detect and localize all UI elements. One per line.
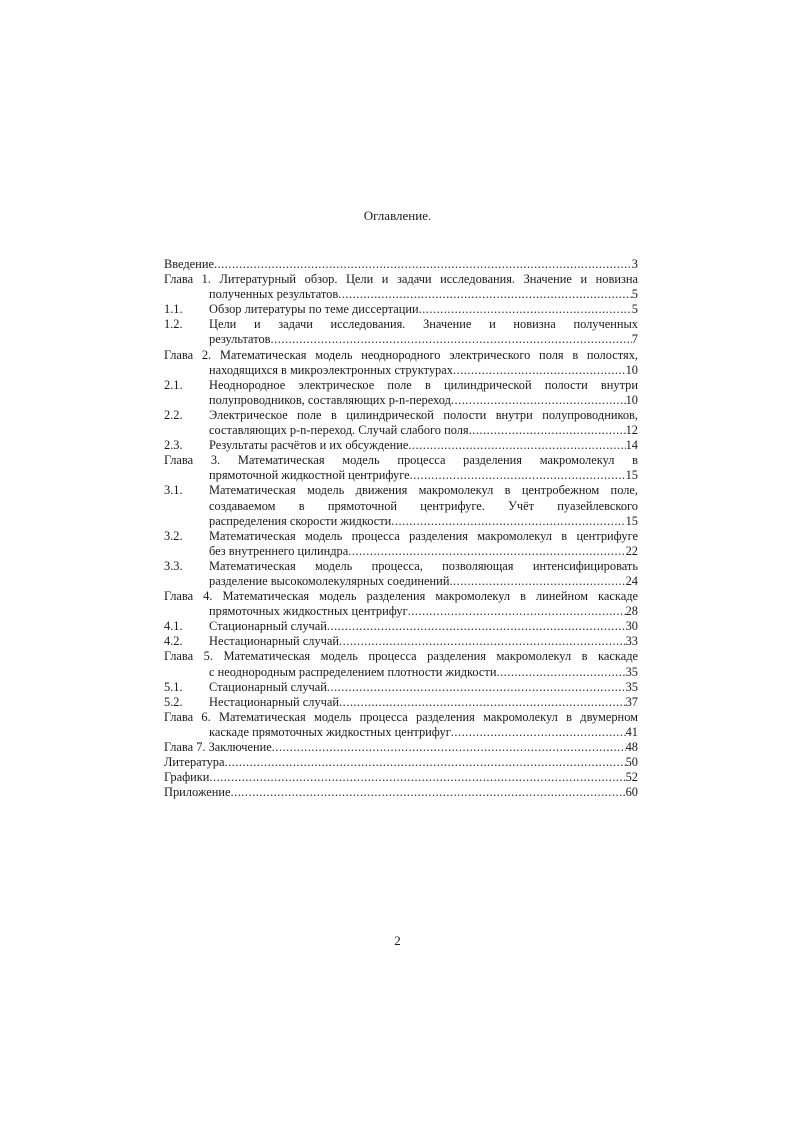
dot-leader xyxy=(224,755,625,770)
toc-entry-number: 4.1. xyxy=(164,619,183,634)
toc-entry[interactable] xyxy=(164,257,638,272)
dot-leader xyxy=(410,468,626,483)
dot-leader xyxy=(391,514,625,529)
toc-entry-title: Математическая модель процесса разделения макромолекул в центрифуге xyxy=(209,528,638,543)
toc-entry[interactable] xyxy=(164,695,638,710)
page-number: 2 xyxy=(394,933,401,948)
toc-entry-page: 41 xyxy=(625,724,638,739)
toc-entry[interactable] xyxy=(164,302,638,317)
toc-entry-page: 12 xyxy=(625,423,638,438)
toc-entry-page: 28 xyxy=(625,604,638,619)
toc-entry-number: 5.1. xyxy=(164,679,183,694)
toc-entry-title: прямоточной жидкостной центрифуге xyxy=(209,468,410,483)
toc-entry-title: с неоднородным распределением плотности жидкости xyxy=(209,664,497,679)
toc-entry[interactable] xyxy=(164,483,638,528)
toc-entry[interactable] xyxy=(164,529,638,559)
toc-entry[interactable] xyxy=(164,619,638,634)
toc-entry-title: Глава 6. Математическая модель процесса разделения макромолекул в двумерном xyxy=(164,709,638,724)
toc-entry-number: 5.2. xyxy=(164,694,183,709)
toc-entry-page: 30 xyxy=(625,619,638,634)
toc-entry-page: 37 xyxy=(625,694,638,709)
toc-entry-title: прямоточных жидкостных центрифуг xyxy=(209,604,408,619)
toc-entry-page: 52 xyxy=(625,770,638,785)
toc-entry-page: 10 xyxy=(625,392,638,407)
toc-entry[interactable] xyxy=(164,710,638,740)
toc-entry-title: распределения скорости жидкости xyxy=(209,513,392,528)
toc-entry[interactable] xyxy=(164,634,638,649)
dot-leader xyxy=(214,257,632,272)
toc-entry[interactable] xyxy=(164,438,638,453)
dot-leader xyxy=(231,785,626,800)
dot-leader xyxy=(453,363,626,378)
toc-entry[interactable] xyxy=(164,272,638,302)
toc-entry[interactable] xyxy=(164,559,638,589)
toc-entry-title: Электрическое поле в цилиндрической полости внутри полупроводников, xyxy=(209,407,638,422)
toc-entry-title: Глава 2. Математическая модель неоднородного электрического поля в полостях, xyxy=(164,347,638,362)
dot-leader xyxy=(408,438,625,453)
toc-entry-page: 24 xyxy=(625,573,638,588)
toc-entry-title: Приложение xyxy=(164,785,231,800)
toc-entry[interactable] xyxy=(164,348,638,378)
toc-entry-page: 14 xyxy=(625,438,638,453)
toc-entry-page: 22 xyxy=(625,543,638,558)
toc-entry-page: 3 xyxy=(631,257,638,271)
dot-leader xyxy=(339,634,626,649)
toc-entry[interactable] xyxy=(164,755,638,770)
toc-entry-title: Математическая модель движения макромолекул в центробежном поле, xyxy=(209,483,638,498)
toc-entry-title: Введение xyxy=(164,257,214,271)
toc-entry-title: Результаты расчётов и их обсуждение xyxy=(209,438,409,453)
dot-leader xyxy=(338,287,632,302)
toc-entry-title: Математическая модель процесса, позволяющая интенсифицировать xyxy=(209,558,638,573)
dot-leader xyxy=(272,740,626,755)
toc-entry-number: 2.3. xyxy=(164,438,183,453)
toc-entry-page: 10 xyxy=(625,362,638,377)
toc-entry-page: 48 xyxy=(625,740,638,754)
toc-entry-title: Глава 1. Литературный обзор. Цели и задачи исследования. Значение и новизна xyxy=(164,272,638,287)
toc-entry-page: 5 xyxy=(631,287,638,302)
toc-entry-title: Нестационарный случай xyxy=(209,694,340,709)
toc-entry[interactable] xyxy=(164,680,638,695)
toc-entry-title: результатов xyxy=(209,332,271,347)
toc-entry-page: 60 xyxy=(625,785,638,800)
toc-entry[interactable] xyxy=(164,649,638,679)
toc-entry-title: Нестационарный случай xyxy=(209,634,340,649)
dot-leader xyxy=(339,695,626,710)
dot-leader xyxy=(449,574,625,589)
toc-entry-number: 2.1. xyxy=(164,377,183,392)
dot-leader xyxy=(469,423,626,438)
toc-entry-title: Глава 5. Математическая модель процесса разделения макромолекул в каскаде xyxy=(164,649,638,664)
table-of-contents xyxy=(164,257,638,800)
dot-leader xyxy=(327,619,626,634)
toc-entry-number: 3.1. xyxy=(164,483,183,498)
page-title: Оглавление. xyxy=(363,208,432,223)
toc-entry-number: 1.2. xyxy=(164,317,183,332)
toc-entry-title: находящихся в микроэлектронных структурах xyxy=(209,362,453,377)
dot-leader xyxy=(408,604,626,619)
dot-leader xyxy=(271,332,632,347)
toc-entry[interactable] xyxy=(164,408,638,438)
toc-entry-title: Стационарный случай xyxy=(209,679,327,694)
dot-leader xyxy=(419,302,632,317)
toc-entry[interactable] xyxy=(164,589,638,619)
toc-entry-title: полупроводников, составляющих p-n-переход xyxy=(209,392,451,407)
toc-entry[interactable] xyxy=(164,453,638,483)
toc-entry-page: 5 xyxy=(631,302,638,317)
toc-entry-title: Обзор литературы по теме диссертации xyxy=(209,302,419,317)
toc-entry-title: Неоднородное электрическое поле в цилиндрической полости внутри xyxy=(209,377,638,392)
dot-leader xyxy=(327,680,626,695)
toc-entry-title: Литература xyxy=(164,755,225,770)
toc-entry-title: каскаде прямоточных жидкостных центрифуг xyxy=(209,724,451,739)
toc-entry-number: 1.1. xyxy=(164,302,183,317)
toc-entry[interactable] xyxy=(164,740,638,755)
toc-entry-page: 35 xyxy=(625,664,638,679)
toc-entry-title: Глава 7. Заключение xyxy=(164,740,272,754)
toc-entry-number: 3.3. xyxy=(164,558,183,573)
toc-entry[interactable] xyxy=(164,770,638,785)
toc-entry-title: без внутреннего цилиндра xyxy=(209,543,349,558)
toc-entry-page: 15 xyxy=(625,468,638,483)
dot-leader xyxy=(348,544,625,559)
toc-entry-number: 4.2. xyxy=(164,634,183,649)
toc-entry-title: создаваемом в прямоточной центрифуге. Учёт пуазейлевского xyxy=(209,498,638,513)
toc-entry-title: полученных результатов xyxy=(209,287,339,302)
toc-entry-page: 15 xyxy=(625,513,638,528)
dot-leader xyxy=(209,770,625,785)
toc-entry-title: Глава 4. Математическая модель разделения макромолекул в линейном каскаде xyxy=(164,589,638,604)
toc-entry-page: 7 xyxy=(631,332,638,347)
dot-leader xyxy=(451,393,626,408)
dot-leader xyxy=(451,725,626,740)
toc-entry-number: 3.2. xyxy=(164,528,183,543)
toc-entry[interactable] xyxy=(164,785,638,800)
toc-entry-title: составляющих p-n-переход. Случай слабого поля xyxy=(209,423,469,438)
toc-entry-title: разделение высокомолекулярных соединений xyxy=(209,573,450,588)
toc-entry-page: 35 xyxy=(625,679,638,694)
toc-entry-title: Цели и задачи исследования. Значение и новизна полученных xyxy=(209,317,638,332)
toc-entry-page: 33 xyxy=(625,634,638,649)
toc-entry-page: 50 xyxy=(625,755,638,770)
toc-entry-title: Глава 3. Математическая модель процесса разделения макромолекул в xyxy=(164,453,638,468)
toc-entry-number: 2.2. xyxy=(164,407,183,422)
toc-entry-title: Стационарный случай xyxy=(209,619,327,634)
toc-entry-title: Графики xyxy=(164,770,210,785)
dot-leader xyxy=(496,665,625,680)
toc-entry[interactable] xyxy=(164,378,638,408)
toc-entry[interactable] xyxy=(164,317,638,347)
